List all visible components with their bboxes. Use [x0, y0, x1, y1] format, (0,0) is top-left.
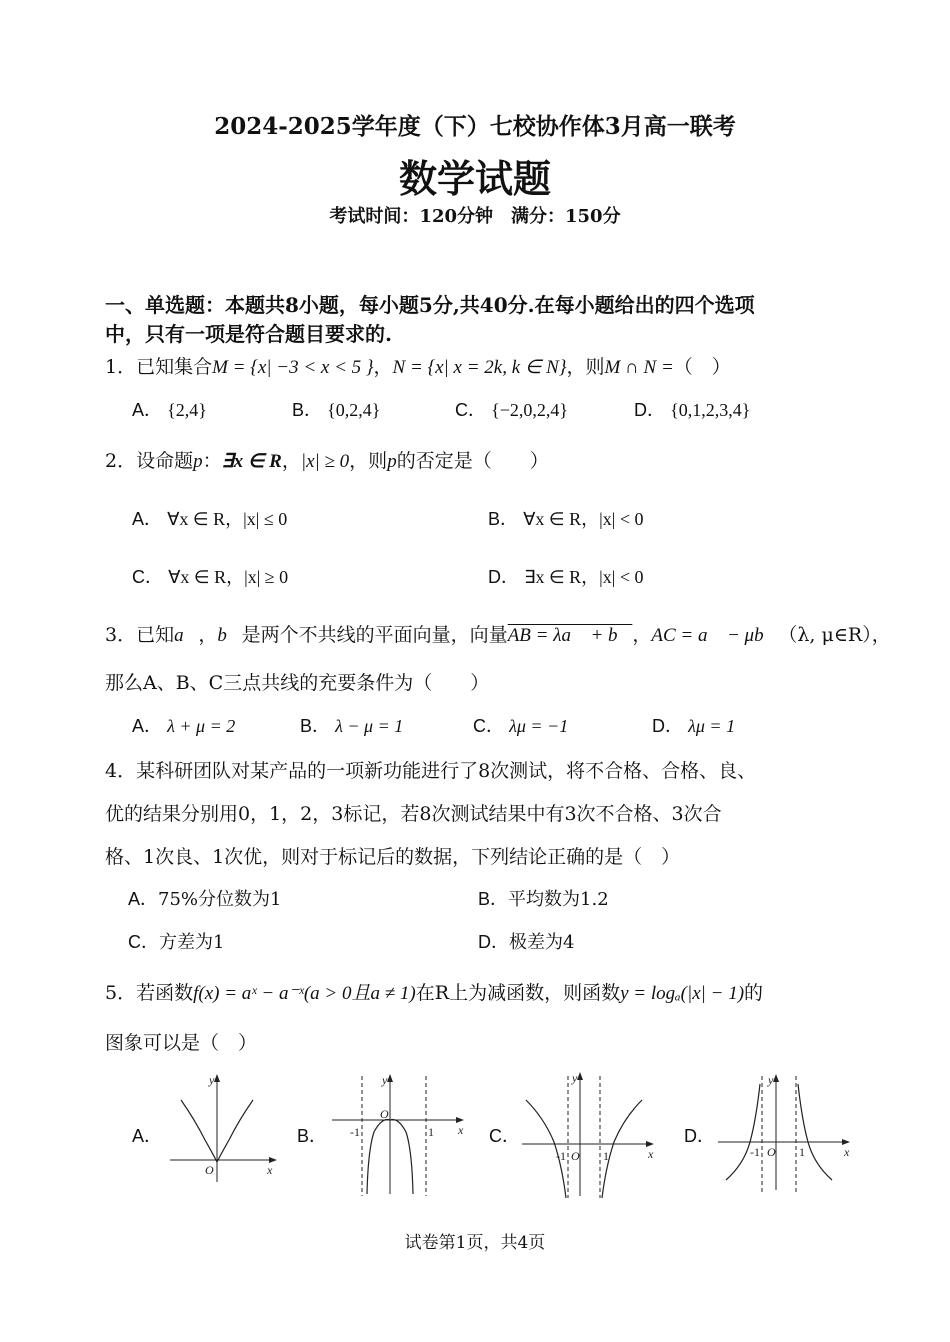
q3-cond: （λ, μ∈R），	[778, 624, 891, 646]
y-label: y	[382, 1073, 388, 1087]
exam-title: 2024-2025学年度（下）七校协作体3月高一联考	[214, 113, 736, 140]
q3-text: 是两个不共线的平面向量，向量	[241, 624, 508, 646]
q1-expr: M ∩ N =	[604, 357, 674, 378]
option-text: 方差为1	[159, 932, 225, 953]
pos-one-label: 1	[799, 1145, 805, 1159]
question-3-line2: 那么A、B、C三点共线的充要条件为（ ）	[105, 672, 490, 694]
q1-sep: ，	[373, 356, 393, 378]
option-text: ∀x ∈ R，|x| < 0	[523, 509, 644, 529]
q3-comma: ，	[632, 624, 652, 646]
q1-option-b	[292, 396, 380, 422]
q5-option-c-label: C．	[489, 1126, 520, 1146]
q4-option-d	[478, 928, 574, 954]
q3-option-c	[473, 712, 568, 738]
option-text: λμ = 1	[688, 716, 736, 736]
option-label: C．	[455, 400, 486, 420]
q1-set-n: N = {x| x = 2k, k ∈ N}	[392, 357, 567, 378]
neg-one-label: -1	[350, 1125, 360, 1139]
option-label: A．	[132, 716, 163, 736]
q1-option-d	[634, 396, 750, 422]
curve-right	[217, 1100, 253, 1162]
origin-label: O	[380, 1107, 389, 1121]
q3-ac: AC = a⃗ − μb⃗	[651, 625, 779, 646]
q1-option-c	[455, 396, 568, 422]
q2-comma: ，	[281, 450, 301, 472]
q3-vec-a: a⃗	[174, 625, 199, 646]
option-text: ∀x ∈ R，|x| ≤ 0	[167, 509, 288, 529]
q2-colon: ：	[202, 450, 222, 472]
question-3-line1	[105, 620, 891, 647]
option-label: A．	[132, 400, 163, 420]
option-label: D．	[488, 567, 519, 587]
q1-prefix: 1．已知集合	[105, 356, 213, 378]
q1-mid: ，则	[566, 356, 605, 378]
q4-option-a	[128, 885, 281, 911]
curve-left	[181, 1100, 217, 1162]
option-label: B．	[292, 400, 323, 420]
pos-one-label: 1	[428, 1125, 434, 1139]
question-5-line2: 图象可以是（ ）	[105, 1032, 258, 1054]
q2-prefix: 2．设命题	[105, 450, 194, 472]
x-label: x	[458, 1123, 464, 1137]
q5-option-d-label: D．	[684, 1126, 715, 1146]
y-label: y	[572, 1071, 578, 1085]
q5-mid: 在R上为减函数，则函数	[415, 982, 621, 1004]
option-text: 75%分位数为1	[158, 889, 282, 910]
option-label: D．	[478, 932, 509, 952]
q3-prefix: 3．已知	[105, 624, 175, 646]
q3-option-d	[652, 712, 735, 738]
question-2	[105, 446, 549, 473]
option-text: 平均数为1.2	[508, 889, 609, 910]
q5-graph-d	[716, 1070, 856, 1194]
q1-set-m: M = {x| −3 < x < 5 }	[212, 357, 374, 378]
option-label: C．	[128, 932, 159, 952]
q1-option-a	[132, 396, 207, 422]
neg-one-label: -1	[556, 1149, 566, 1163]
y-axis-arrow	[387, 1074, 393, 1082]
option-text: {0,2,4}	[327, 400, 381, 420]
q2-p2: p	[387, 451, 397, 472]
q2-tail: 的否定是（ ）	[396, 450, 549, 472]
question-4-line2: 优的结果分别用0，1，2，3标记，若8次测试结果中有3次不合格、3次合	[105, 803, 722, 825]
x-label: x	[648, 1147, 654, 1161]
origin-label: O	[767, 1145, 776, 1159]
q5-fx: f(x) = aˣ − a⁻ˣ	[193, 983, 304, 1004]
option-text: ∃x ∈ R，|x| < 0	[524, 567, 644, 587]
q5-y: y = logₐ(|x| − 1)	[620, 983, 745, 1004]
curve-right	[798, 1084, 832, 1180]
q2-option-b	[488, 505, 643, 531]
option-label: A．	[128, 889, 159, 909]
q2-exists: ∃x ∈ R	[221, 451, 282, 472]
q5-tail: 的	[744, 982, 764, 1004]
option-label: B．	[488, 509, 519, 529]
y-axis-arrow	[773, 1074, 779, 1082]
section-heading-line2: 中，只有一项是符合题目要求的.	[105, 322, 392, 346]
q5-cond: (a > 0且a ≠ 1)	[303, 983, 416, 1004]
option-label: C．	[132, 567, 163, 587]
q5-graph-c	[520, 1070, 660, 1200]
q5-option-b-label: B．	[297, 1126, 328, 1146]
q3-vec-b: b⃗	[217, 625, 242, 646]
q2-mid: ，则	[349, 450, 388, 472]
option-text: {2,4}	[167, 400, 207, 420]
x-label: x	[267, 1163, 273, 1177]
option-text: {−2,0,2,4}	[491, 400, 569, 420]
option-label: C．	[473, 716, 504, 736]
y-axis-arrow	[577, 1072, 583, 1080]
option-label: B．	[300, 716, 331, 736]
q4-option-b	[478, 885, 609, 911]
q5-graph-a	[165, 1070, 280, 1190]
q3-option-a	[132, 712, 235, 738]
question-4-line3: 格、1次良、1次优，则对于标记后的数据，下列结论正确的是（ ）	[105, 846, 681, 868]
option-text: 极差为4	[509, 932, 575, 953]
option-label: A．	[132, 509, 163, 529]
question-4-line1: 4．某科研团队对某产品的一项新功能进行了8次测试，将不合格、合格、良、	[105, 760, 757, 782]
option-text: ∀x ∈ R，|x| ≥ 0	[168, 567, 289, 587]
option-text: λ + μ = 2	[167, 716, 236, 736]
page-footer: 试卷第1页，共4页	[404, 1233, 546, 1253]
option-label: B．	[478, 889, 509, 909]
option-text: {0,1,2,3,4}	[670, 400, 751, 420]
origin-label: O	[205, 1163, 214, 1177]
option-label: D．	[634, 400, 665, 420]
option-label: D．	[652, 716, 683, 736]
subject-title: 数学试题	[398, 156, 551, 201]
option-text: λμ = −1	[509, 716, 569, 736]
q2-abs: |x| ≥ 0	[300, 451, 350, 472]
question-1	[105, 352, 731, 379]
q1-tail: （ ）	[673, 356, 731, 378]
exam-info: 考试时间：120分钟 满分：150分	[329, 206, 621, 227]
origin-label: O	[571, 1149, 580, 1163]
q3-option-b	[300, 712, 403, 738]
q2-option-c	[132, 563, 288, 589]
section-heading-line1: 一、单选题：本题共8小题，每小题5分,共40分.在每小题给出的四个选项	[105, 293, 755, 317]
question-5-line1	[105, 978, 763, 1005]
q2-option-a	[132, 505, 287, 531]
option-text: λ − μ = 1	[335, 716, 404, 736]
x-label: x	[844, 1145, 850, 1159]
neg-one-label: -1	[750, 1145, 760, 1159]
q2-p: p	[193, 451, 203, 472]
y-label: y	[209, 1073, 215, 1087]
pos-one-label: 1	[603, 1149, 609, 1163]
q5-graph-b	[330, 1070, 470, 1198]
curve-left	[726, 1084, 760, 1180]
q4-option-c	[128, 928, 224, 954]
y-label: y	[768, 1073, 774, 1087]
q3-ab: AB = λa⃗ + b⃗	[507, 625, 633, 646]
q5-prefix: 5．若函数	[105, 982, 194, 1004]
y-axis-arrow	[214, 1074, 220, 1082]
q2-option-d	[488, 563, 644, 589]
q3-sep: ，	[198, 624, 218, 646]
q5-option-a-label: A．	[132, 1126, 163, 1146]
